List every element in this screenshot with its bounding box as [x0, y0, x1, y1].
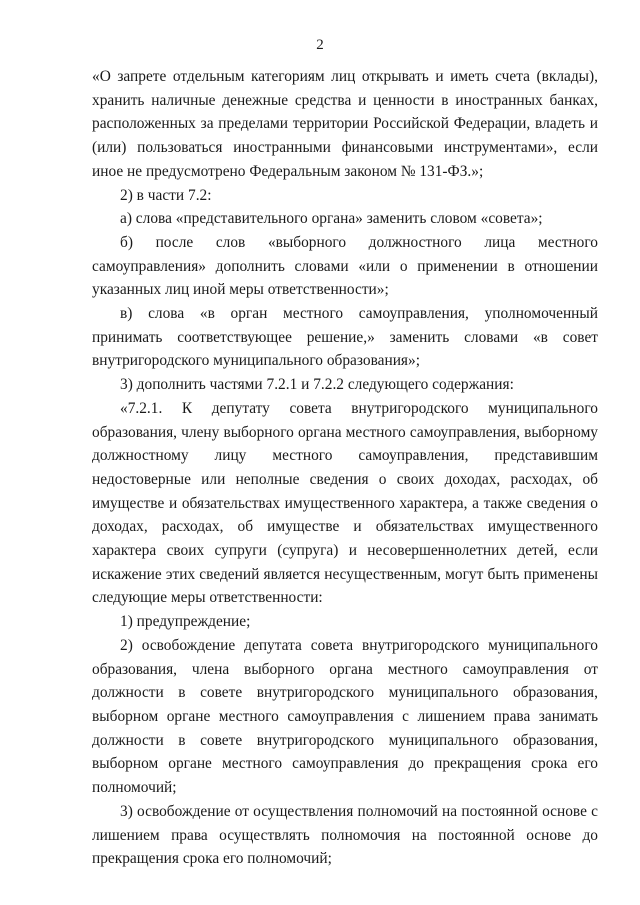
paragraph-item-3: 3) дополнить частями 7.2.1 и 7.2.2 следующего содержания: — [120, 376, 514, 394]
paragraph-measure-1: 1) предупреждение; — [120, 613, 251, 631]
page-number: 2 — [316, 37, 324, 53]
paragraph-item-2c: в) слова «в орган местного самоуправления, уполномоченный принимать соответствующее решение,» заменить словами «в совет внутригородского муниципального образования»; — [92, 305, 598, 370]
document-body — [92, 65, 598, 871]
paragraph-measure-2: 2) освобождение депутата совета внутригородского муниципального образования, члена выборного органа местного самоуправления от должности в совете внутригородского муниципального образования, выборном органе местного самоуправления с лишением права занимать должности в совете внутригородского муниципального образования, выборном органе местного самоуправления до прекращения срока его полномочий; — [92, 636, 598, 797]
paragraph-measure-3: 3) освобождение от осуществления полномочий на постоянной основе с лишением права осуществлять полномочия на постоянной основе до прекращения срока его полномочий; — [92, 802, 598, 868]
paragraph-item-2a: а) слова «представительного органа» заменить словом «совета»; — [120, 210, 543, 228]
paragraph-item-2: 2) в части 7.2: — [120, 186, 212, 204]
paragraph-part-7-2-1: «7.2.1. К депутату совета внутригородского муниципального образования, члену выборного органа местного самоуправления, выборному должностному лицу местного самоуправления, представившим недостоверные или неполные сведения о своих доходах, расходах, об имуществе и обязательствах имущественного характера, а также сведения о доходах, расходах, об имуществе и обязательствах имущественного характера своих супруги (супруга) и несовершеннолетних детей, если искажение этих сведений является несущественным, могут быть применены следующие меры ответственности: — [92, 399, 598, 607]
paragraph-law-title-quote: «О запрете отдельным категориям лиц открывать и иметь счета (вклады), хранить наличные денежные средства и ценности в иностранных банках, расположенных за пределами территории Российской Федерации, владеть и (или) пользоваться иностранными финансовыми инструментами», если иное не предусмотрено Федеральным законом № 131-ФЗ.»; — [92, 68, 598, 180]
paragraph-item-2b: б) после слов «выборного должностного лица местного самоуправления» дополнить словами «или о применении в отношении указанных лиц иной меры ответственности»; — [92, 233, 598, 299]
